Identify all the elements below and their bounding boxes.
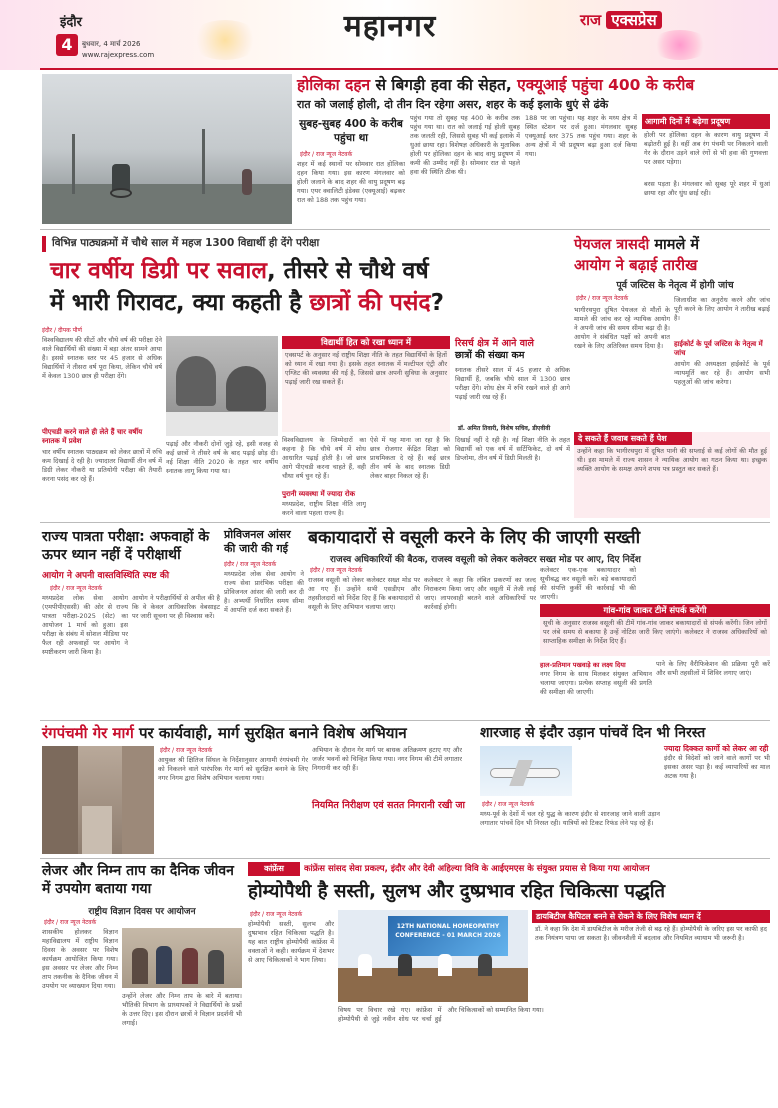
holi-body-col3: 188 पर जा पहुंचा। यह शहर के मध्य क्षेत्र में स्थित स्टेशन पर दर्ज हुआ। मंगलवार सुबह एक्यूआई स्तर 375 तक पहुंच गया। शहर के अन्य क्षेत्रों में भी प्रदूषण बढ़ा हुआ दर्ज किया गया। [525,114,637,158]
degree-col4: ऐसे में यह माना जा रहा है कि छात्र रोजगार केंद्रित शिक्षा को प्राथमिकता दे रहे हैं। कई छात्र तीन वर्ष के बाद स्नातक डिग्री लेकर बाहर निकल रहे हैं। [370,436,450,480]
degree-headline-rest: , तीसरे से चौथे वर्ष [266,258,429,284]
rangpanchami-headline-red: रंगपंचमी गेर मार्ग [42,724,134,742]
science-deck: राष्ट्रीय विज्ञान दिवस पर आयोजन [88,907,196,917]
aircraft-photo [480,746,572,796]
research-headline-a: रिसर्च क्षेत्र में आने वाले [455,338,534,349]
holi-body-col2: पहुंच गया तो सुबह यह 400 के करीब तक पहुंच गया था। रात को जलाई गई होली सुबह तक जलती रही, जिससे सुबह भी कई इलाके में धुआं छाया रहा। विशेषज्ञ अधिकारी के मुताबिक होली पर होलिका दहन के बाद वायु प्रदूषण में कमी की उम्मीद नहीं है। सोमवार रात से पहले हवा की स्थिति ठीक थी। [410,114,520,176]
sharjah-body: मध्य-पूर्व के देशों में चल रहे युद्ध के कारण इंदौर से शारजाह जाने वाली उड़ान लगातार पांचवें दिन भी निरस्त रही। यात्रियों को टिकट रिफंड लेने पड़ रहे हैं। [480,810,660,827]
dues-deck: राजस्व अधिकारियों की बैठक, राजस्व वसूली को लेकर कलेक्टर सख्त मोड पर आए, दिए निर्देश [330,555,641,565]
homeo-byline: इंदौर / राज न्यूज नेटवर्क [250,911,303,918]
divider [40,858,770,859]
degree-col3-subhead: पुरानी व्यवस्था में ज्यादा रोक [282,490,355,498]
dues-subhead: हाल-प्रतिमान पखवाड़े का लक्ष्य दिया [540,661,626,669]
divider [40,522,770,523]
dues-headline: बकायादारों से वसूली करने के लिए की जाएगी सख्ती [308,528,641,548]
sharjah-byline: इंदौर / राज न्यूज नेटवर्क [482,801,535,808]
degree-headline-l2b: छात्रों की पसंद [309,290,431,316]
dues-col1: राजस्व वसूली को लेकर कलेक्टर सख्त मोड पर आ गए हैं। उन्होंने सभी एसडीएम और तहसीलदारों को निर्देश दिए हैं कि बकायादारों से वसूली के लिए अभियान चलाया जाए। [308,576,420,611]
holi-headline-red: होलिका दहन [297,76,371,94]
degree-headline-line1 [50,256,570,286]
brand-word-1: राज [580,11,602,29]
science-headline: लेजर और निम्न ताप का दैनिक जीवन में उपयोग बताया गया [42,863,234,897]
answer-byline: इंदौर / राज न्यूज नेटवर्क [224,561,277,568]
page-number-badge [56,34,78,56]
dues-box-head: गांव-गांव जाकर टीमें संपर्क करेंगी [540,604,770,617]
homeo-box [532,910,770,1002]
degree-box [282,336,450,432]
brand-logo [580,10,662,30]
water-box-body: उन्होंने कहा कि भागीरथपुरा में दूषित पानी की सप्लाई से कई लोगों की मौत हुई थी। इस मामले में राज्य शासन ने न्यायिक आयोग का गठन किया था। इच्छुक व्यक्ति आयोग के समक्ष अपने शपथ पत्र प्रस्तुत कर सकते हैं। [577,447,767,473]
answer-body: मध्यप्रदेश लोक सेवा आयोग ने राज्य सेवा प्रारंभिक परीक्षा की प्रोविजनल आंसर की जारी कर दी है। अभ्यर्थी निर्धारित समय सीमा में आपत्ति दर्ज करा सकते हैं। [224,570,304,614]
homeo-body: होम्योपैथी सस्ती, सुलभ और दुष्प्रभाव रहित चिकित्सा पद्धति है। यह बात राष्ट्रीय होम्योपैथी कांफ्रेंस में वक्ताओं ने कही। कार्यक्रम में देशभर से आए चिकित्सकों ने भाग लिया। [248,920,334,964]
research-body2: दिखाई नहीं दे रही है। नई शिक्षा नीति के तहत विद्यार्थी को एक वर्ष में सर्टिफिकेट, दो वर्ष में डिप्लोमा, तीन वर्ष में डिग्री मिलती है। [455,436,570,462]
students-exam-photo [166,336,278,436]
holi-decoration-icon [650,30,710,60]
masthead-divider [40,68,778,70]
holi-headline-mid: से बिगड़ी हवा की सेहत, [370,76,518,94]
homeo-box-head: डायबिटीज कैपिटल बनने से रोकने के लिए विशेष ध्यान दें [532,910,770,923]
science-body: शासकीय होलकर विज्ञान महाविद्यालय में राष्ट्रीय विज्ञान दिवस के अवसर पर विशेष कार्यक्रम आयोजित किया गया। इस अवसर पर लेजर और निम्न ताप तकनीक के दैनिक जीवन में उपयोग पर व्याख्यान दिया गया। [42,928,118,990]
sharjah-sidebar [664,744,770,854]
sharjah-sidebar-body: इंदौर से विदेशों को जाने वाले कार्गो पर भी इसका असर पड़ा है। कई व्यापारियों का माल अटक गया है। [664,754,770,780]
holi-byline: इंदौर / राज न्यूज नेटवर्क [300,151,353,158]
homeo-box-body: डॉ. ने कहा कि देश में डायबिटीज के मरीज तेजी से बढ़ रहे हैं। होम्योपैथी के जरिए इस पर काफी हद तक नियंत्रण पाया जा सकता है। जीवनशैली में बदलाव और नियमित व्यायाम भी जरूरी है। [535,925,767,942]
degree-col2: पढ़ाई और नौकरी दोनों जुड़े रहे, इसी वजह से कई छात्रों ने तीसरे वर्ष के बाद पढ़ाई छोड़ दी। नई शिक्षा नीति 2020 के तहत चार वर्षीय स्नातक लागू किया गया था। [166,440,278,475]
degree-headline-line2 [50,288,570,318]
holi-sidebar-body: होली पर होलिका दहन के कारण वायु प्रदूषण में बढ़ोतरी हुई है। वहीं अब रंग पंचमी पर निकलने वाली गेर के दौरान उड़ने वाले रंगों से भी हवा की गुणवत्ता पर असर पड़ेगा। [644,131,768,166]
sharjah-headline: शारजाह से इंदौर उड़ान पांचवें दिन भी निरस्त [480,725,706,741]
degree-col3: विश्वविद्यालय के जिम्मेदारों का कहना है कि चौथे वर्ष में शोध आधारित पढ़ाई होती है। जो छात्र आगे पीएचडी करना चाहते हैं, वही चौथा वर्ष चुन रहे हैं। [282,436,366,480]
holi-headline-end: एक्यूआई पहुंचा 400 के करीब [517,76,695,94]
water-byline: इंदौर / राज न्यूज नेटवर्क [576,295,629,302]
masthead-date: बुधवार, 4 मार्च 2026 [82,40,141,48]
science-body2: उन्होंने लेजर और निम्न ताप के बारे में बताया। भौतिकी विभाग के प्राध्यापकों ने विद्यार्थियों के प्रश्नों के उत्तर दिए। इस दौरान छात्रों ने विज्ञान प्रदर्शनी भी लगाई। [122,992,242,1027]
research-headline-b: छात्रों की संख्या कम [455,350,525,361]
homeo-body2: विषय पर विचार रखे गए। कांफ्रेंस में होम्योपैथी से जुड़े नवीन शोध पर चर्चा हुई और चिकित्सकों को सम्मानित किया गया। [338,1006,544,1023]
degree-headline-l2a: में भारी गिरावट, क्या कहती है [50,290,310,316]
homeo-headline: होम्योपैथी है सस्ती, सुलभ और दुष्प्रभाव रहित चिकित्सा पद्धति [248,881,666,902]
degree-kicker [42,236,562,252]
water-headline [574,236,770,255]
dues-col3: कलेक्टर एक-एक बकायादार को सूचीबद्ध कर वसूली करें। बड़े बकायादारों की संपत्ति कुर्की की कार्रवाई भी की जाएगी। [540,566,636,600]
water-headline-l2: आयोग ने बढ़ाई तारीख [574,256,698,274]
degree-col1-subhead: पीएचडी करने वाले ही लेते हैं चार वर्षीय स्नातक में प्रवेश [42,428,143,445]
dues-box [540,604,770,656]
rangpanchami-body: आयुक्त श्री क्षितिज सिंघल के निर्देशानुसार आगामी रंगपंचमी गेर को निकलने वाले पारंपरिक गेर मार्ग को सुरक्षित बनाने के लिए नगर निगम द्वारा विशेष अभियान चलाया गया। [158,756,308,782]
sharjah-sidebar-head: ज्यादा दिक्कत कार्गो को लेकर आ रही [664,744,769,753]
water-headline-line2 [574,256,770,275]
dues-byline: इंदौर / राज न्यूज नेटवर्क [310,567,363,574]
holi-deck: रात को जलाई होली, दो तीन दिन रहेगा असर, शहर के कई इलाके धुएं से ढंके [297,98,609,111]
homeo-tag: कांफ्रेंस [248,862,300,876]
exam-byline: इंदौर / राज न्यूज नेटवर्क [50,585,103,592]
exam-body: मध्यप्रदेश लोक सेवा आयोग (एमपीपीएससी) की ओर से राज्य पात्रता परीक्षा-2025 (सेट) का आयोजन 1 मार्च को हुआ। इस परीक्षा के संबंध में सोशल मीडिया पर फैल रही अफवाहों पर आयोग ने स्पष्टीकरण जारी किया है। [42,594,128,656]
research-body: स्नातक तीसरे साल में 45 हजार से अधिक विद्यार्थी हैं, जबकि चौथे साल में 1300 छात्र परीक्षा देंगे। शोध क्षेत्र में रुचि रखने वाले ही आगे पढ़ाई जारी रख रहे हैं। [455,366,570,401]
water-col1: भागीरथपुरा दूषित पेयजल से मौतों के मामले की जांच कर रहे न्यायिक आयोग ने अपनी जांच की समय सीमा बढ़ा दी है। आयोग ने संबंधित पक्षों को अपनी बात रखने के लिए अतिरिक्त समय दिया है। [574,306,670,350]
degree-headline-l2c: ? [430,290,444,316]
science-day-photo [122,928,242,988]
holi-subhead: सुबह-सुबह 400 के करीब पहुंचा था [299,118,403,144]
dues-box-body: सूची के अनुसार राजस्व वसूली की टीमें गांव-गांव जाकर बकायादारों से संपर्क करेंगी। जिन लोगों पर लंबे समय से बकाया है उन्हें नोटिस जारी किए जाएंगे। कलेक्टर ने राजस्व अधिकारियों को साप्ताहिक समीक्षा के निर्देश दिए हैं। [543,619,767,645]
water-box-head: दे सकते हैं जवाब सकते हैं पेश [574,432,692,445]
degree-kicker-text: विभिन्न पाठ्यक्रमों में चौथे साल में महज 1300 विद्यार्थी ही देंगे परीक्षा [52,237,320,249]
degree-col3-body: मध्यप्रदेश, राष्ट्रीय शिक्षा नीति लागू करने वाला पहला राज्य है। [282,500,366,517]
water-col2-subhead: हाईकोर्ट के पूर्व जस्टिस के नेतृत्व में जांच [674,340,763,357]
answer-headline: प्रोविजनल आंसर की जारी की गई [224,528,291,555]
page-number: 4 [61,35,73,54]
degree-box-head: विद्यार्थी हित को रखा ध्यान में [282,336,450,349]
holi-sidebar-body2: बरस पड़ता है। मंगलवार को सुबह पूरे शहर में धुआं छाया रहा और धुंध छाई रही। [644,180,770,197]
water-headline-red: पेयजल त्रासदी [574,237,650,253]
rangpanchami-body2: अभियान के दौरान गेर मार्ग पर बाधक अतिक्रमण हटाए गए और जर्जर भवनों को चिन्हित किया गया। नगर निगम की टीमें लगातार निगरानी कर रही हैं। [312,746,462,772]
research-quote-by: डॉ. अमित तिवारी, विशेष सचिव, डीएवीवी [458,425,551,432]
holi-decoration-icon [190,20,260,60]
smog-photo [42,74,292,224]
degree-col1: विश्वविद्यालय की सीटों और चौथे वर्ष की परीक्षा देने वाले विद्यार्थियों की संख्या में बड़ा अंतर सामने आया है। इससे स्नातक स्तर पर 45 हजार से अधिक विद्यार्थियों ने तीसरा वर्ष पूरा किया, लेकिन चौथे वर्ष में केवल 1300 छात्र ही परीक्षा देंगे। [42,336,162,380]
research-headline [455,338,570,362]
holi-sidebar-head: आगामी दिनों में बढ़ेगा प्रदूषण [642,114,770,129]
holi-body-col1: शहर में कई स्थानों पर सोमवार रात होलिका दहन किया गया। इस कारण मंगलवार को होली जलाने के बाद शहर की वायु प्रदूषण बढ़ गया। एयर क्वालिटी इंडेक्स (एक्यूआई) बढ़कर रात को 188 तक पहुंच गया। [297,160,405,204]
rangpanchami-headline-rest: पर कार्यवाही, मार्ग सुरक्षित बनाने विशेष अभियान [133,724,407,742]
exam-deck: आयोग ने अपनी वास्तविस्थिति स्पष्ट की [42,571,170,581]
holi-headline [297,75,767,95]
rangpanchami-byline: इंदौर / राज न्यूज नेटवर्क [160,747,213,754]
ger-route-photo [42,746,154,854]
water-deck: पूर्व जस्टिस के नेतृत्व में होगी जांच [616,280,734,291]
degree-col1-body: चार वर्षीय स्नातक पाठ्यक्रम को लेकर छात्रों में रुचि कम दिखाई दे रही है। ज्यादातर विद्यार्थी तीन वर्ष में डिग्री लेकर नौकरी या प्रतियोगी परीक्षा की तैयारी करना पसंद कर रहे हैं। [42,448,162,483]
exam-body2: आयोग ने परीक्षार्थियों से अपील की है कि वे केवल आधिकारिक वेबसाइट पर जारी सूचना पर ही विश्वास करें। [132,594,220,620]
degree-box-body: एक्सपर्ट के अनुसार नई राष्ट्रीय शिक्षा नीति के तहत विद्यार्थियों के हितों को ध्यान में रखा गया है। इसके तहत स्नातक में मल्टीपल एंट्री और एग्जिट की व्यवस्था की गई है, जिससे छात्र अपनी सुविधा के अनुसार पढ़ाई जारी रख सकते हैं। [285,351,447,386]
degree-headline-red: चार वर्षीय डिग्री पर सवाल [50,258,267,284]
divider [40,720,770,721]
water-box [574,432,770,518]
masthead-city: इंदौर [60,15,82,30]
dues-col4: नगर निगम के साथ मिलकर संयुक्त अभियान चलाया जाएगा। प्रत्येक सप्ताह वसूली की प्रगति की समीक्षा की जाएगी। [540,670,652,696]
conference-photo [338,910,528,1002]
homeo-kicker: कांफ्रेंस सांसद सेवा प्रकल्प, इंदौर और देवी अहिल्या विवि के आईएमएस के संयुक्त प्रयास से किया गया आयोजन [304,864,650,874]
exam-headline: राज्य पात्रता परीक्षा: अफवाहों के ऊपर ध्यान नहीं दें परीक्षार्थी [42,529,210,563]
water-col2: जिलाधीश का अनुरोध करने और जांच पूरी करने के लिए आयोग ने तारीख बढ़ाई है। [674,296,770,322]
divider [40,229,770,230]
dues-col2: कलेक्टर ने कहा कि लंबित प्रकरणों का जल्द निराकरण किया जाए और वसूली में तेजी लाई जाए। लापरवाही बरतने वाले अधिकारियों पर कार्रवाई होगी। [424,576,536,611]
masthead-website: www.rajexpress.com [82,51,155,59]
rangpanchami-subhead: नियमित निरीक्षण एवं सतत निगरानी रखी जा [312,800,465,811]
science-byline: इंदौर / राज न्यूज नेटवर्क [44,919,97,926]
brand-word-2: एक्सप्रेस [606,11,661,29]
rangpanchami-headline [42,724,472,743]
water-headline-mid: मामले में [649,237,700,253]
conference-banner: 12TH NATIONAL HOMEOPATHY CONFERENCE - 01 MARCH 2026 [388,916,508,956]
degree-byline: इंदौर / दीपक पौर्ण [42,327,82,334]
dues-col5: पाने के लिए वैरीफिकेशन की प्रक्रिया पूरी करें और सभी तहसीलों में शिविर लगाए जाएं। [656,660,770,677]
section-title: महानगर [343,9,437,44]
water-col2-body: आयोग की अध्यक्षता हाईकोर्ट के पूर्व न्यायमूर्ति कर रहे हैं। आयोग सभी पहलुओं की जांच करेगा। [674,360,770,386]
